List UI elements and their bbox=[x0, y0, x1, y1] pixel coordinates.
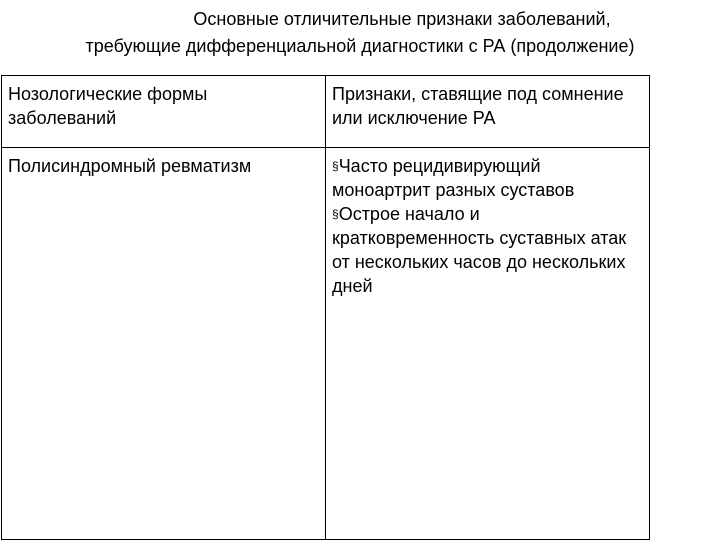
bullet-icon: § bbox=[332, 159, 339, 173]
sign-item bbox=[332, 202, 643, 298]
sign-text: Острое начало и кратковременность суставных атак от нескольких часов до нескольких дней bbox=[332, 204, 627, 296]
slide-title bbox=[0, 6, 720, 60]
cell-signs-list bbox=[326, 148, 650, 540]
differential-diagnosis-table bbox=[1, 75, 650, 540]
table-row bbox=[2, 148, 650, 540]
title-line-2: требующие дифференциальной диагностики с РА (продолжение) bbox=[85, 36, 635, 56]
title-line-1: Основные отличительные признаки заболеваний, bbox=[193, 9, 611, 29]
bullet-icon: § bbox=[332, 207, 339, 221]
cell-disease-name: Полисиндромный ревматизм bbox=[2, 148, 326, 540]
sign-text: Часто рецидивирующий моноартрит разных суставов bbox=[332, 156, 575, 200]
header-cell-signs: Признаки, ставящие под сомнение или исключение РА bbox=[326, 76, 650, 148]
header-cell-nosological-forms: Нозологические формы заболеваний bbox=[2, 76, 326, 148]
sign-item bbox=[332, 154, 643, 202]
table-header-row bbox=[2, 76, 650, 148]
